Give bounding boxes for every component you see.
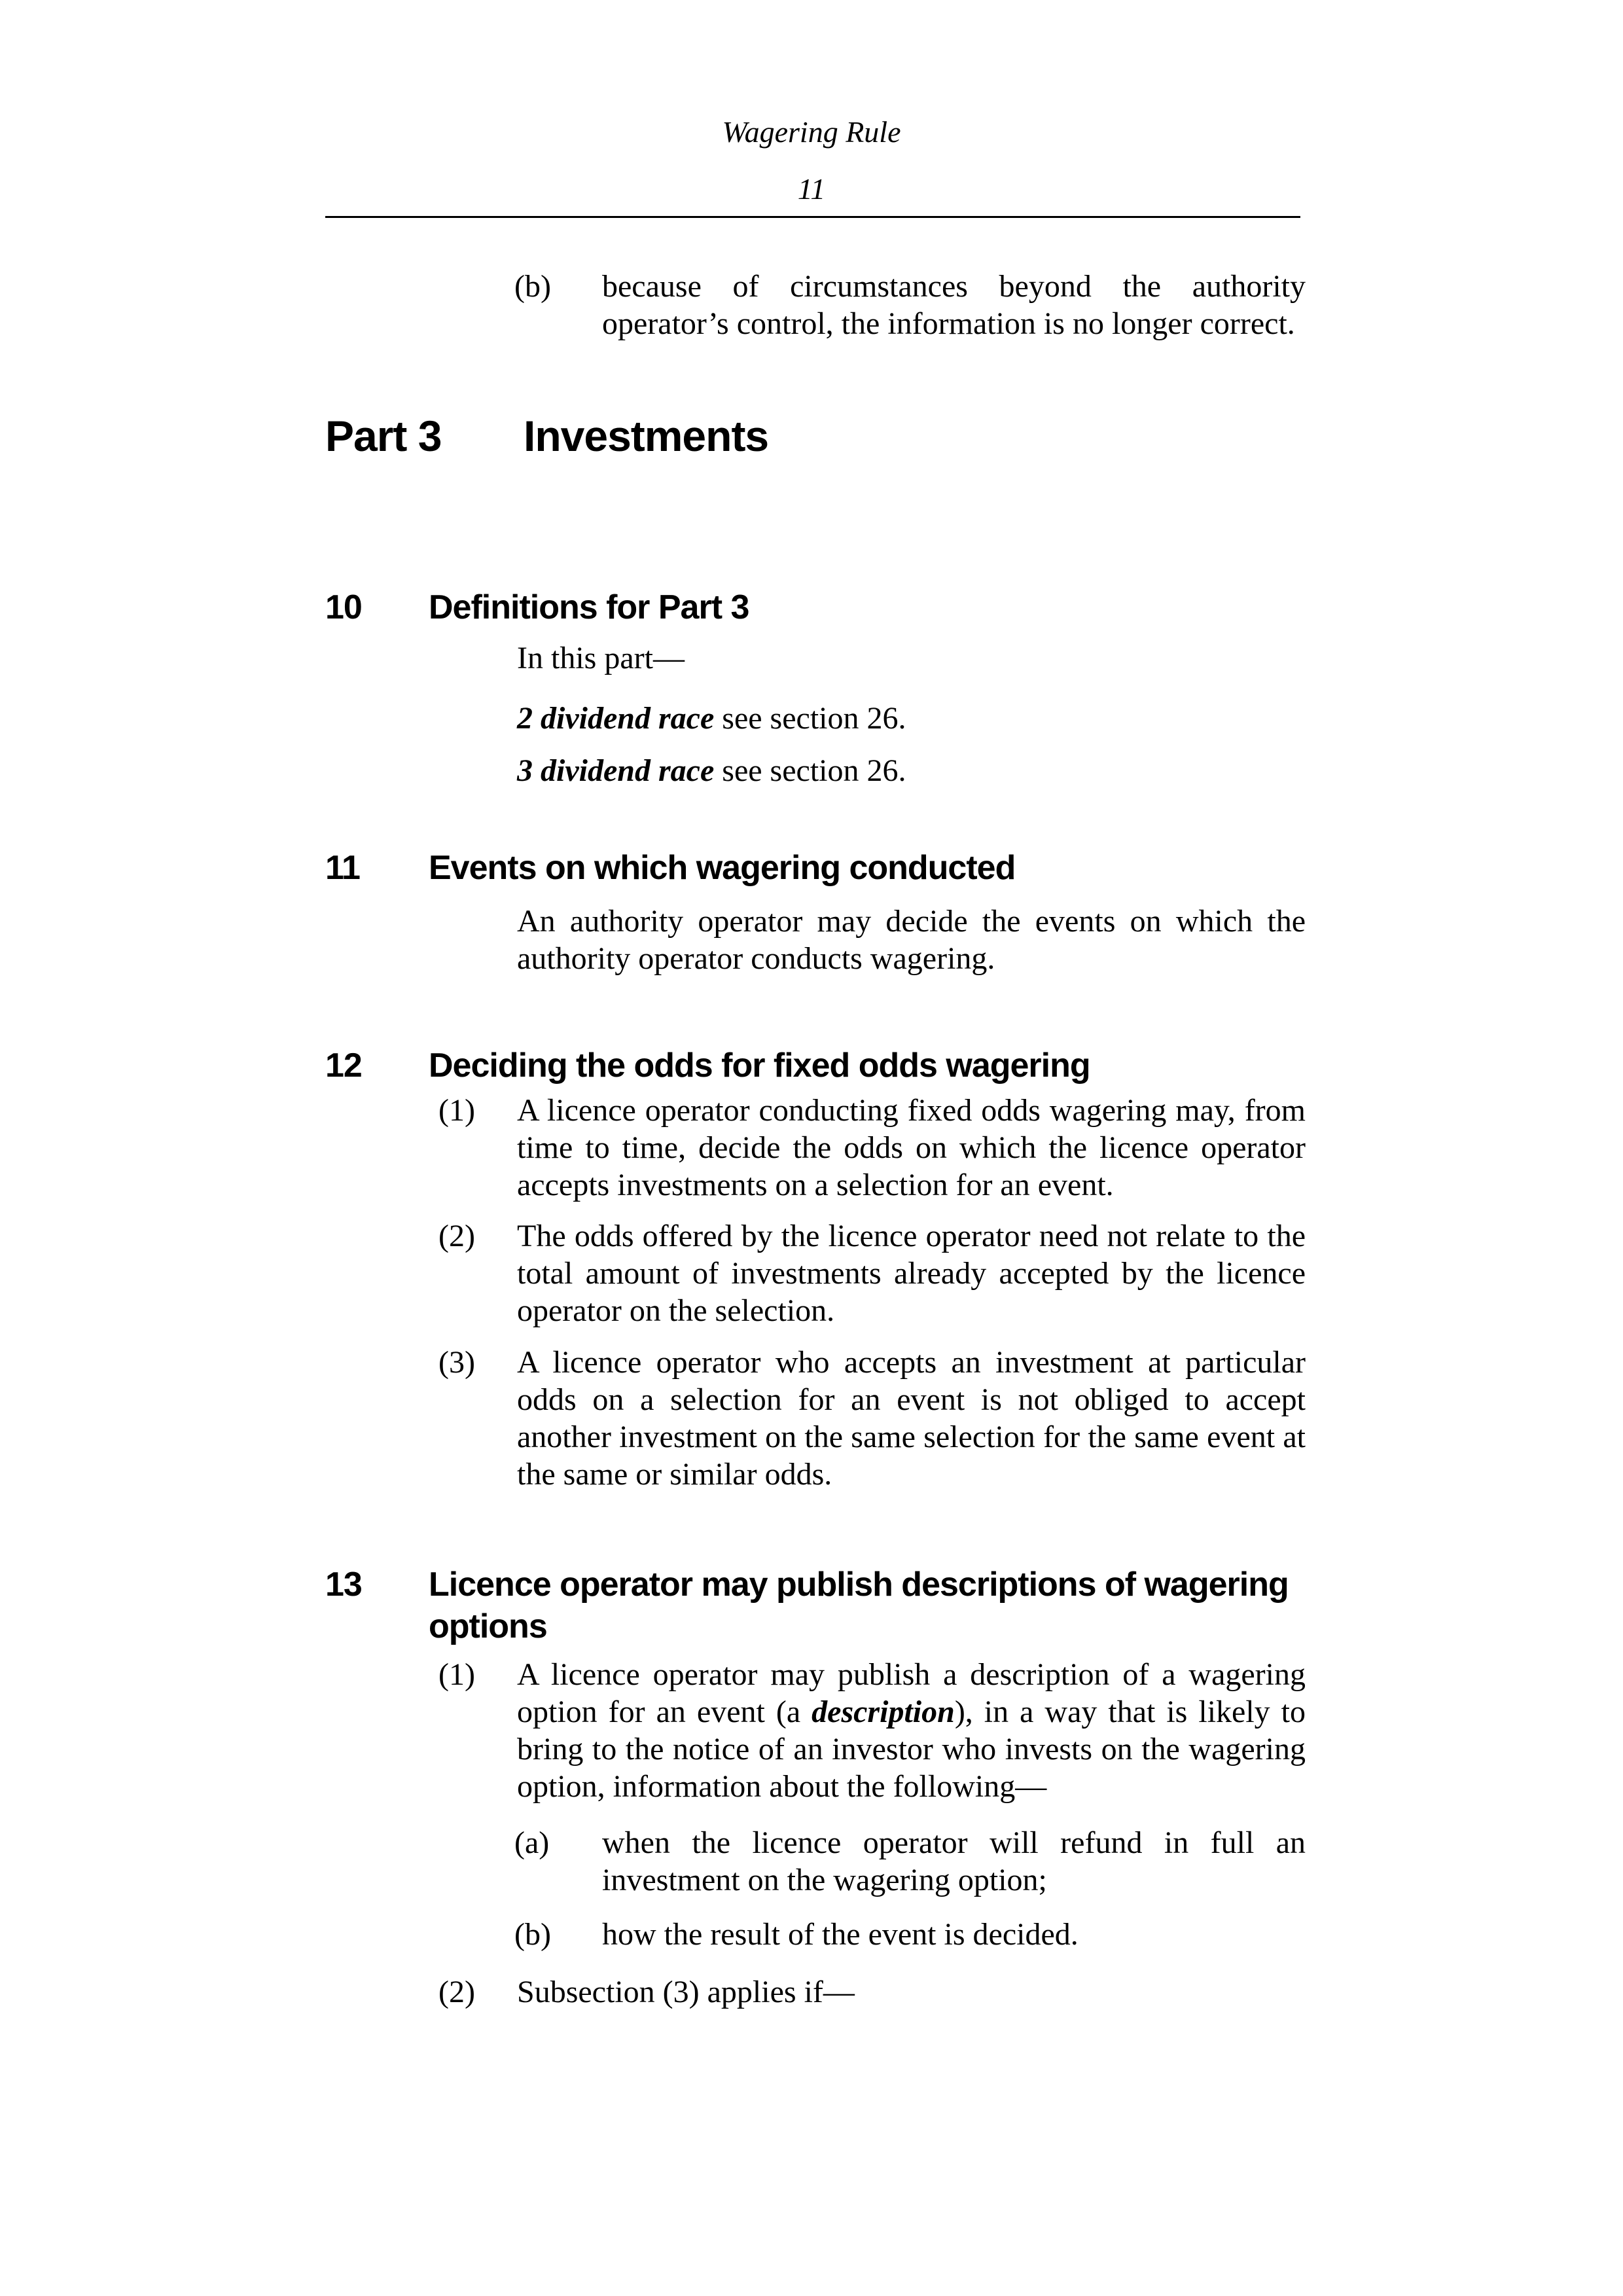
section-13-heading	[325, 1564, 1306, 1647]
paragraph-text: when the licence operator will refund in full an investment on the wagering option;	[602, 1825, 1306, 1897]
section-title: Definitions for Part 3	[429, 588, 749, 626]
section-12-heading	[325, 1045, 1306, 1086]
section-number: 10	[325, 588, 362, 626]
paragraph-marker: (b)	[514, 269, 551, 304]
subsection-text-after: ), in a way that is likely to bring to the notice of an investor who invests on the wagering option, information about the following—	[517, 1695, 1306, 1804]
definition-text: see section 26.	[714, 701, 906, 736]
paragraph-text: how the result of the event is decided.	[602, 1917, 1079, 1952]
part-heading	[325, 410, 1306, 462]
definition-entry	[517, 752, 1306, 789]
subsection-text-before: A licence operator may publish a description of a wagering option for an event (a	[517, 1657, 1306, 1729]
subsection-text: Subsection (3) applies if—	[517, 1975, 855, 2009]
section-10-intro: In this part—	[517, 641, 685, 675]
paragraph-text: because of circumstances beyond the authority operator’s control, the information is no longer correct.	[602, 269, 1306, 341]
part-title: Investments	[524, 412, 769, 460]
paragraph-13-1-b	[514, 1916, 1306, 1953]
paragraph-marker: (b)	[514, 1917, 551, 1952]
section-number: 12	[325, 1047, 362, 1085]
subsection-text: A licence operator conducting fixed odds wagering may, from time to time, decide the odds on which the licence operator accepts investments on a selection for an event.	[517, 1093, 1306, 1202]
paragraph-marker: (a)	[514, 1825, 550, 1860]
subsection-12-1	[438, 1092, 1306, 1204]
section-11-heading	[325, 847, 1306, 889]
subsection-marker: (1)	[438, 1093, 475, 1128]
paragraph-13-1-a	[514, 1824, 1306, 1899]
definition-term: 2 dividend race	[517, 701, 715, 736]
section-title: Events on which wagering conducted	[429, 849, 1016, 887]
section-title: Licence operator may publish descriptions of wagering options	[429, 1566, 1289, 1645]
subsection-marker: (2)	[438, 1975, 475, 2009]
subsection-marker: (1)	[438, 1657, 475, 1692]
defined-term: description	[812, 1695, 955, 1729]
subsection-text: A licence operator who accepts an investment at particular odds on a selection for an event is not obliged to accept another investment on the same selection for the same event at the same or similar odds.	[517, 1345, 1306, 1492]
page-number: 11	[797, 172, 826, 206]
part-number: Part 3	[325, 412, 442, 460]
subsection-marker: (3)	[438, 1345, 475, 1380]
running-header-title: Wagering Rule	[722, 115, 901, 149]
subsection-text: The odds offered by the licence operator need not relate to the total amount of investments already accepted by the licence operator on the selection.	[517, 1219, 1306, 1328]
definition-term: 3 dividend race	[517, 753, 715, 788]
definition-entry	[517, 700, 1306, 737]
section-title: Deciding the odds for fixed odds wagering	[429, 1047, 1090, 1085]
subsection-12-2	[438, 1217, 1306, 1329]
subsection-13-1	[438, 1656, 1306, 1805]
subsection-marker: (2)	[438, 1219, 475, 1253]
header-rule	[325, 216, 1300, 218]
section-number: 13	[325, 1566, 362, 1604]
subsection-text	[517, 1656, 1306, 1805]
subsection-12-3	[438, 1344, 1306, 1493]
carryover-paragraph	[514, 268, 1306, 342]
section-number: 11	[325, 849, 360, 887]
section-11-body: An authority operator may decide the events on which the authority operator conducts wagering.	[517, 904, 1306, 976]
section-10-heading	[325, 586, 1306, 628]
definition-text: see section 26.	[714, 753, 906, 788]
subsection-13-2	[438, 1973, 1306, 2011]
